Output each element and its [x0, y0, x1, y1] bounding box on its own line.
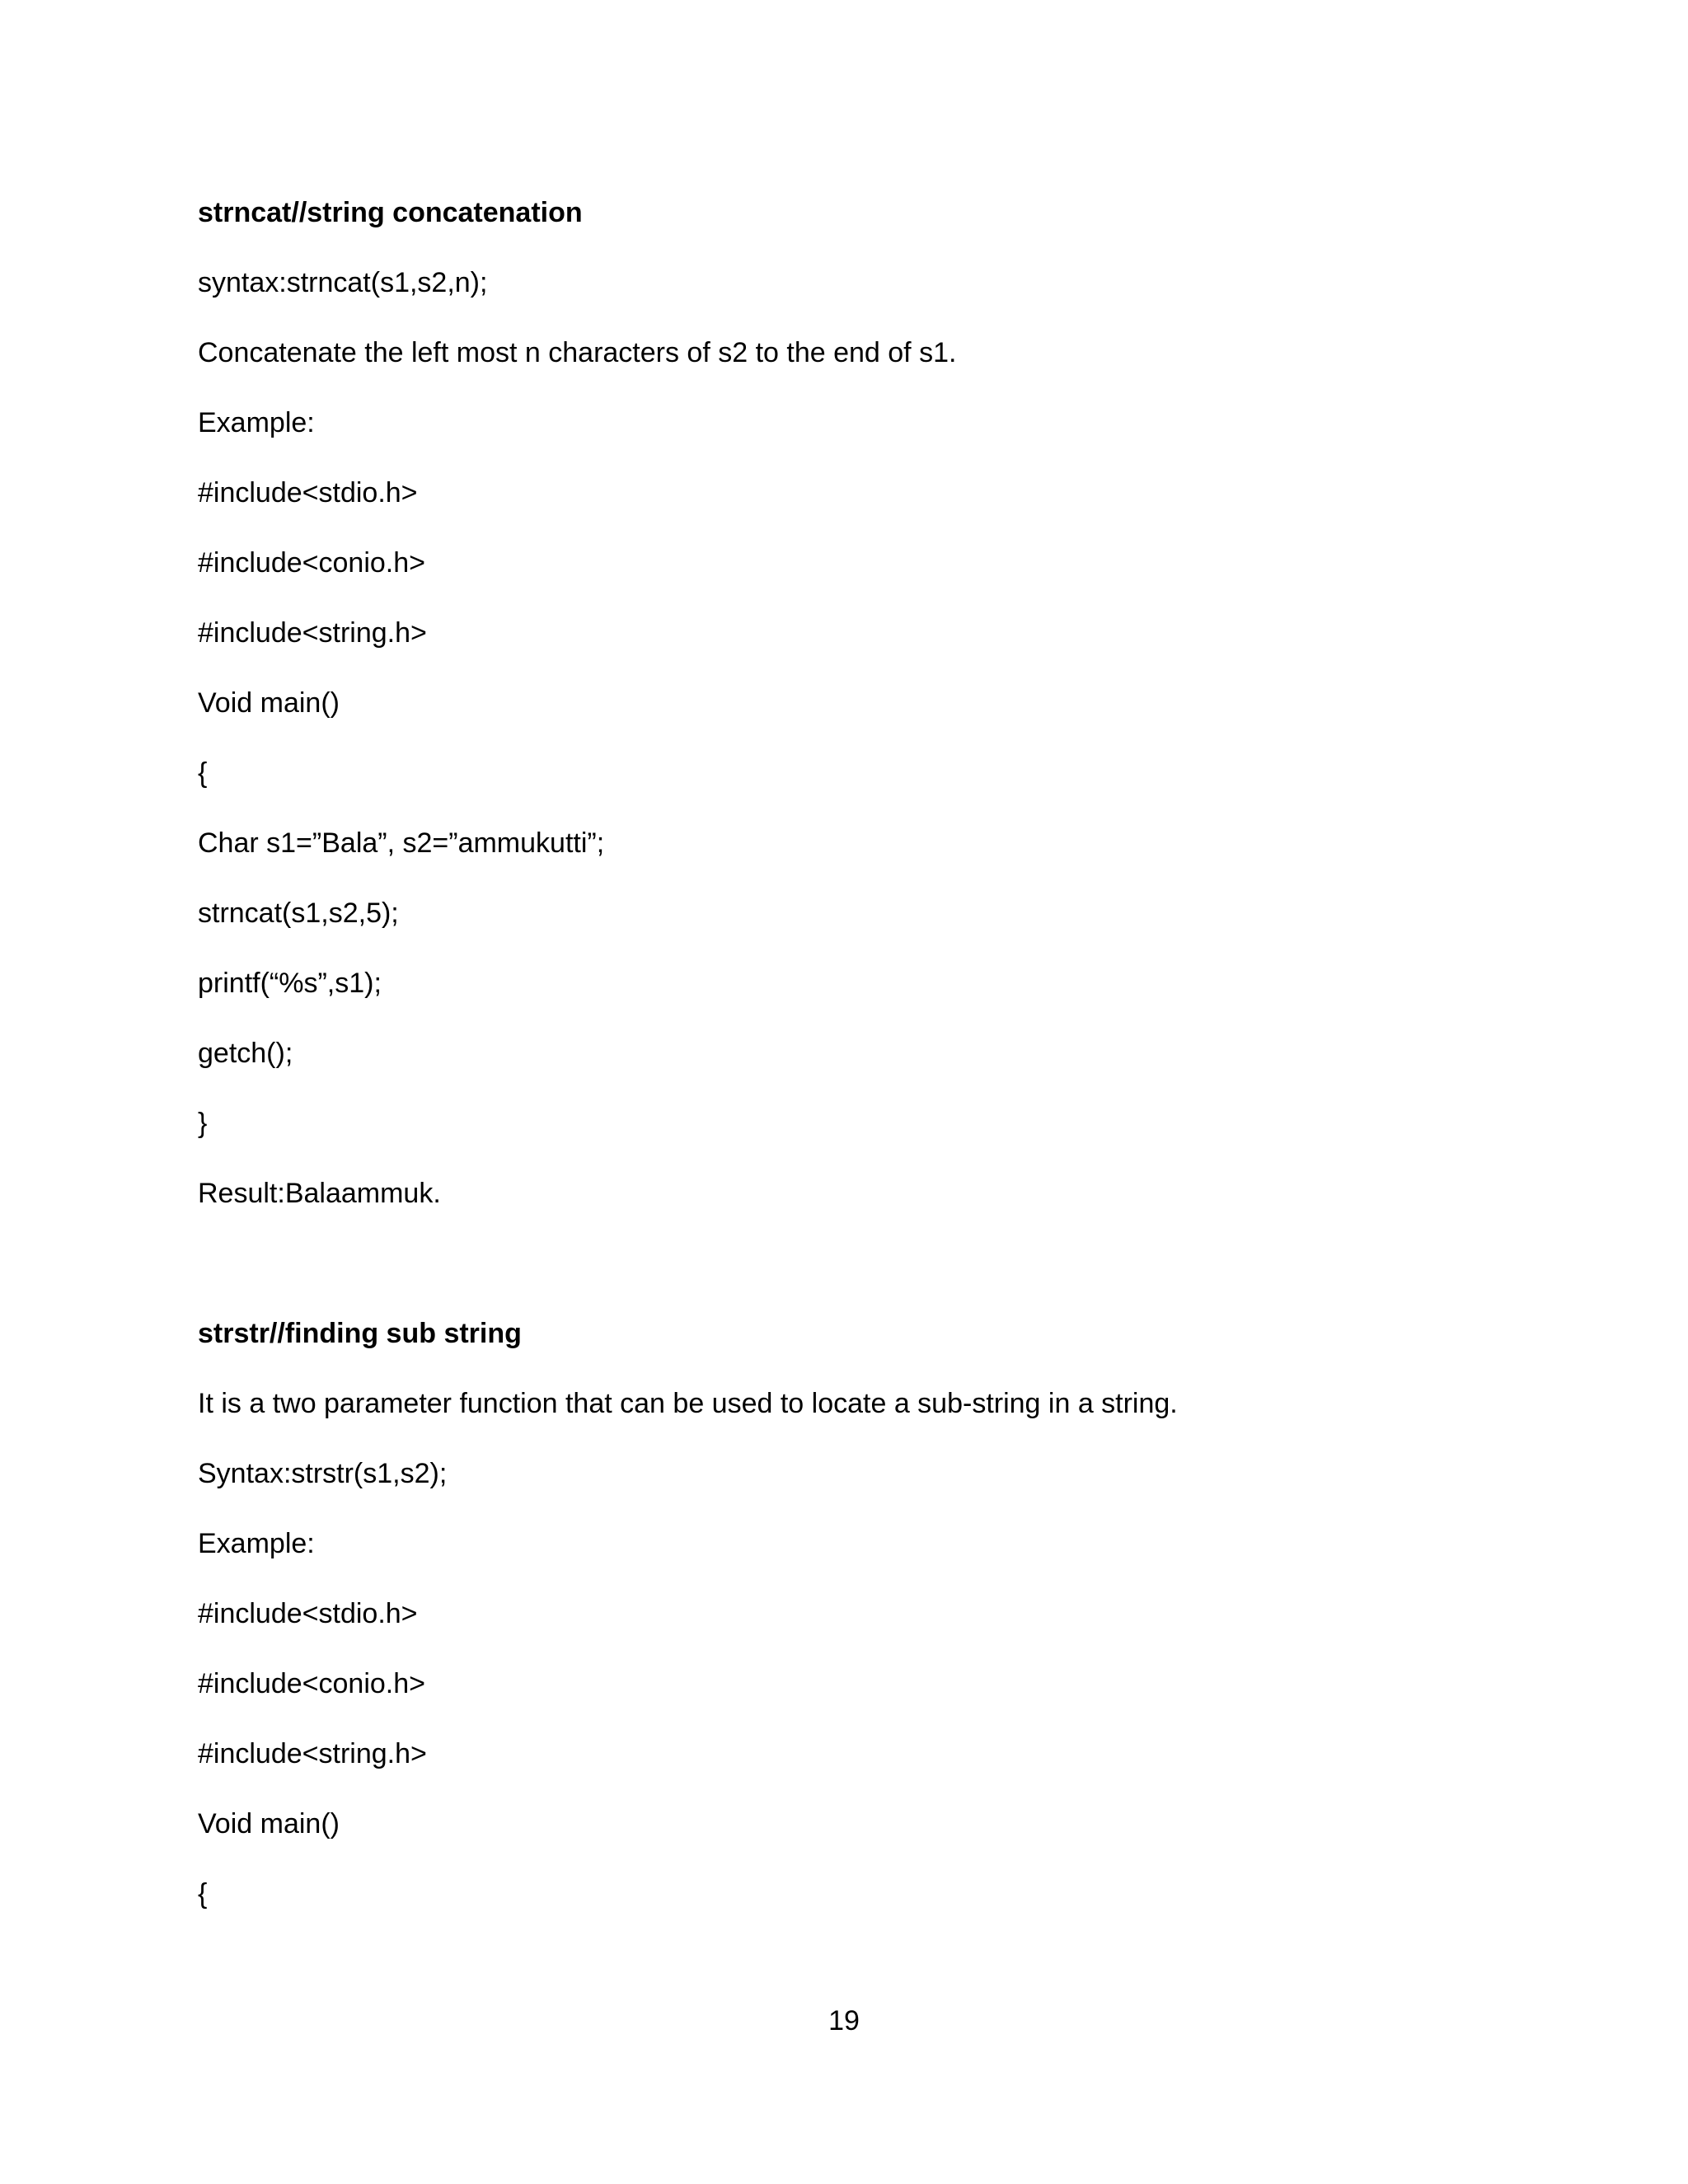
code-line: #include<string.h> — [198, 617, 427, 649]
code-line: #include<conio.h> — [198, 547, 426, 579]
code-line: Char s1=”Bala”, s2=”ammukutti”; — [198, 827, 605, 859]
code-line: #include<string.h> — [198, 1738, 427, 1769]
section-heading-strncat: strncat//string concatenation — [198, 197, 583, 228]
syntax-line: syntax:strncat(s1,s2,n); — [198, 267, 488, 298]
code-line: #include<stdio.h> — [198, 477, 418, 509]
code-line: { — [198, 757, 208, 789]
description-line: Concatenate the left most n characters of s2 to the end of s1. — [198, 337, 957, 368]
section-heading-strstr: strstr//finding sub string — [198, 1318, 522, 1349]
result-line: Result:Balaammuk. — [198, 1178, 441, 1209]
code-line: Void main() — [198, 1808, 340, 1840]
code-line: strncat(s1,s2,5); — [198, 898, 399, 929]
description-line: It is a two parameter function that can be used to locate a sub-string in a string. — [198, 1388, 1178, 1419]
section-spacer — [198, 1247, 1517, 1317]
example-label: Example: — [198, 407, 315, 438]
code-line: #include<conio.h> — [198, 1668, 426, 1699]
example-label: Example: — [198, 1528, 315, 1559]
code-line: } — [198, 1108, 208, 1139]
page-number: 19 — [828, 2005, 860, 2036]
code-line: getch(); — [198, 1038, 293, 1069]
syntax-line: Syntax:strstr(s1,s2); — [198, 1458, 448, 1489]
code-line: #include<stdio.h> — [198, 1598, 418, 1629]
code-line: printf(“%s”,s1); — [198, 968, 382, 999]
page-content — [198, 196, 1517, 1947]
code-line: Void main() — [198, 687, 340, 719]
code-line: { — [198, 1878, 208, 1910]
